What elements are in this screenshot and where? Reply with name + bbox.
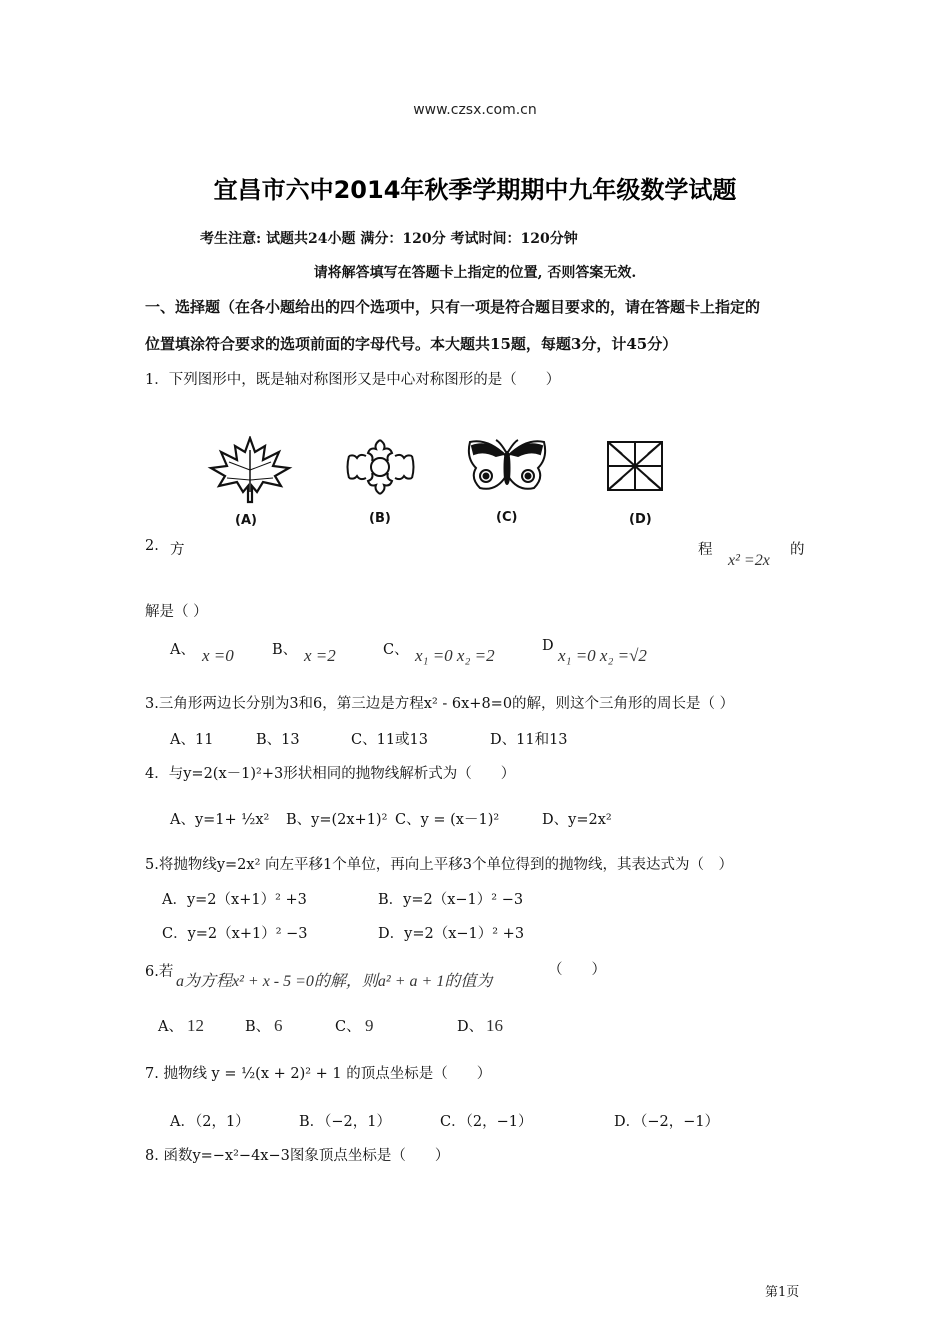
question-4: 4．与y=2(x－1)²+3形状相同的抛物线解析式为（ ） [145,766,516,782]
section-heading-line1: 一、选择题（在各小题给出的四个选项中，只有一项是符合题目要求的，请在答题卡上指定的 [145,298,761,316]
q4-option-b: B、y=(2x+1)² [286,812,388,828]
figure-label-d: (D) [629,512,652,527]
q5-option-a: A．y=2（x+1）² +3 [162,892,307,908]
section-heading-line2: 位置填涂符合要求的选项前面的字母代号。本大题共15题，每题3分，计45分） [145,335,678,353]
q6-option-a-label: A、 [158,1019,183,1035]
q4-option-d: D、y=2x² [542,812,612,828]
butterfly-icon [466,436,548,496]
q2-option-a-label: A、 [170,642,195,658]
q7-option-b: B．（−2，1） [299,1114,392,1130]
question-5: 5.将抛物线y=2x² 向左平移1个单位，再向上平移3个单位得到的抛物线，其表达式为（ ） [145,857,733,873]
q3-option-a: A、11 [170,732,214,748]
question-2-word-1: 方 [170,542,185,558]
question-2-equation: x² =2x [728,552,770,569]
pinwheel-icon [602,438,668,493]
q5-option-d: D．y=2（x−1）² +3 [378,926,525,942]
q6-option-b-label: B、 [245,1019,271,1035]
answer-instruction: 请将解答填写在答题卡上指定的位置, 否则答案无效. [313,265,637,281]
q6-option-c-label: C、 [335,1019,361,1035]
figure-label-a: (A) [235,513,257,528]
q2-option-d-label: D [542,638,554,654]
q6-option-a-value: 12 [187,1016,204,1035]
question-2-word-2: 程 [698,542,713,558]
q5-option-c: C．y=2（x+1）² −3 [162,926,308,942]
q6-option-d-value: 16 [486,1016,503,1035]
question-8: 8. 函数y=−x²−4x−3图象顶点坐标是（ ） [145,1148,450,1164]
site-url: www.czsx.com.cn [413,102,537,118]
question-1: 1．下列图形中，既是轴对称图形又是中心对称图形的是（ ） [145,372,561,388]
q7-option-d: D．（−2，−1） [614,1114,720,1130]
q6-option-d-label: D、 [457,1019,484,1035]
q4-option-c: C、y = (x－1)² [395,812,500,828]
snowflake-icon [343,436,418,498]
question-6-paren: （ ） [548,962,606,978]
q6-option-b-value: 6 [274,1016,283,1035]
q2-option-c-value: x₁ =0 x₂ =2 [415,646,495,665]
q7-option-c: C．（2，−1） [440,1114,533,1130]
question-7: 7. 抛物线 y = ½(x + 2)² + 1 的顶点坐标是（ ） [145,1066,492,1082]
q3-option-b: B、13 [256,732,300,748]
q2-option-d-value: x₁ =0 x₂ =√2 [558,646,647,665]
q2-option-b-label: B、 [272,642,298,658]
figure-label-b: (B) [369,511,391,526]
page-number: 第1页 [765,1285,800,1300]
q2-option-a-value: x =0 [202,646,234,665]
q3-option-d: D、11和13 [490,732,568,748]
page-title: 宜昌市六中2014年秋季学期期中九年级数学试题 [213,176,737,204]
question-6-text: a为方程x² + x - 5 =0的解，则a² + a + 1的值为 [176,973,493,990]
question-2-continuation: 解是（ ） [145,604,208,620]
q3-option-c: C、11或13 [351,732,428,748]
q5-option-b: B．y=2（x−1）² −3 [378,892,524,908]
exam-notice: 考生注意: 试题共24小题 满分：120分 考试时间：120分钟 [200,231,578,247]
question-6-number: 6.若 [145,964,174,980]
question-2-word-3: 的 [790,542,805,558]
q7-option-a: A．（2，1） [170,1114,250,1130]
question-3: 3.三角形两边长分别为3和6，第三边是方程x² - 6x+8=0的解，则这个三角形的周长是（ ） [145,696,735,712]
maple-leaf-icon [205,436,295,506]
figure-label-c: (C) [496,510,518,525]
question-2-number: 2. [145,538,159,554]
q4-option-a: A、y=1+ ½x² [170,812,270,828]
q6-option-c-value: 9 [365,1016,374,1035]
q2-option-c-label: C、 [383,642,409,658]
q2-option-b-value: x =2 [304,646,336,665]
